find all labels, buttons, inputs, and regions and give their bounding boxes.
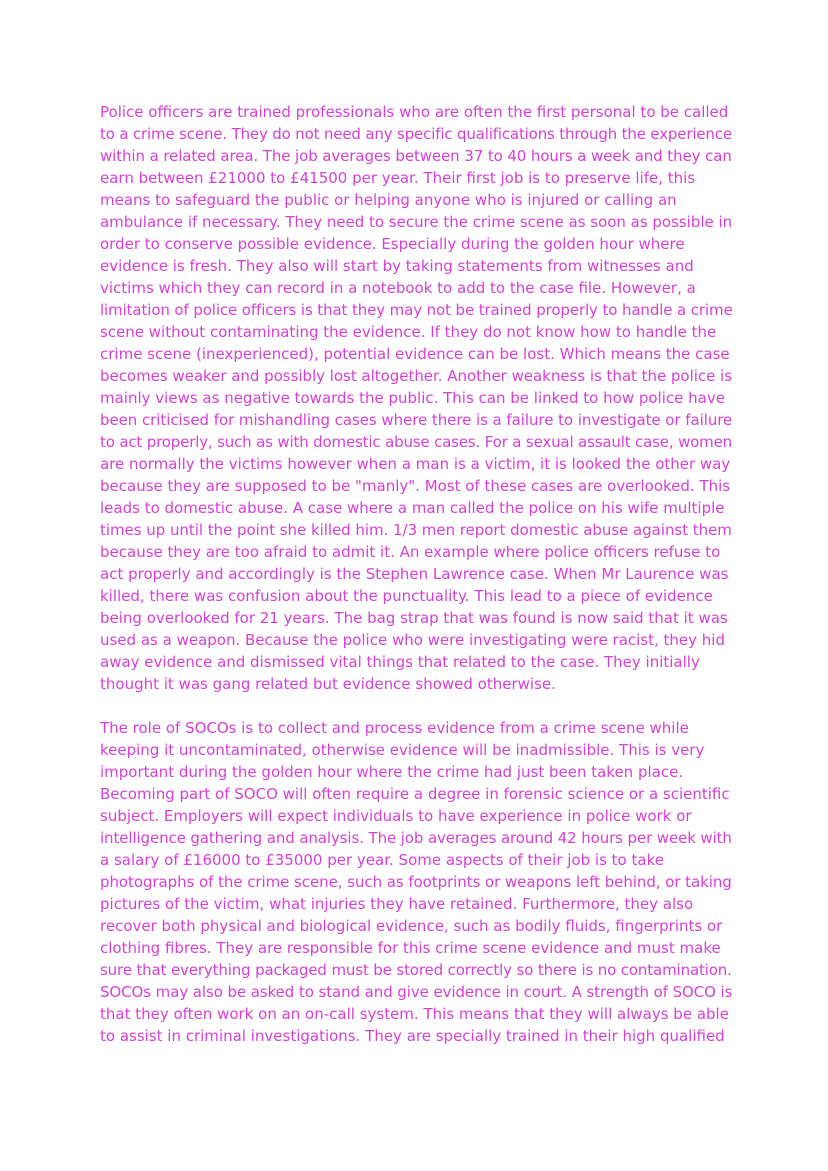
text-line: Police officers are trained professionals who are often the first personal to be called — [100, 103, 729, 121]
text-line: photographs of the crime scene, such as footprints or weapons left behind, or taking — [100, 873, 732, 891]
text-line: keeping it uncontaminated, otherwise evidence will be inadmissible. This is very — [100, 741, 705, 759]
document-body — [100, 101, 732, 1047]
text-line: limitation of police officers is that they may not be trained properly to handle a crime — [100, 301, 733, 319]
text-line: scene without contaminating the evidence. If they do not know how to handle the — [100, 323, 717, 341]
text-line: important during the golden hour where the crime had just been taken place. — [100, 763, 684, 781]
text-line: subject. Employers will expect individuals to have experience in police work or — [100, 807, 692, 825]
text-line: within a related area. The job averages between 37 to 40 hours a week and they can — [100, 147, 732, 165]
text-line: victims which they can record in a notebook to add to the case file. However, a — [100, 279, 696, 297]
text-line: to a crime scene. They do not need any specific qualifications through the experience — [100, 125, 732, 143]
text-line: used as a weapon. Because the police who were investigating were racist, they hid — [100, 631, 725, 649]
text-line: ambulance if necessary. They need to secure the crime scene as soon as possible in — [100, 213, 733, 231]
text-line: pictures of the victim, what injuries they have retained. Furthermore, they also — [100, 895, 694, 913]
text-line: intelligence gathering and analysis. The job averages around 42 hours per week with — [100, 829, 732, 847]
text-line: because they are supposed to be "manly". Most of these cases are overlooked. This — [100, 477, 731, 495]
text-line: sure that everything packaged must be stored correctly so there is no contamination. — [100, 961, 732, 979]
text-line: killed, there was confusion about the punctuality. This lead to a piece of evidence — [100, 587, 713, 605]
text-line: a salary of £16000 to £35000 per year. Some aspects of their job is to take — [100, 851, 664, 869]
text-line: to act properly, such as with domestic abuse cases. For a sexual assault case, women — [100, 433, 733, 451]
paragraph-1 — [100, 101, 732, 695]
text-line: means to safeguard the public or helping anyone who is injured or calling an — [100, 191, 677, 209]
text-line: SOCOs may also be asked to stand and give evidence in court. A strength of SOCO is — [100, 983, 733, 1001]
text-line: recover both physical and biological evidence, such as bodily fluids, fingerprints or — [100, 917, 723, 935]
text-line: are normally the victims however when a man is a victim, it is looked the other way — [100, 455, 731, 473]
text-line: act properly and accordingly is the Stephen Lawrence case. When Mr Laurence was — [100, 565, 729, 583]
text-line: clothing fibres. They are responsible for this crime scene evidence and must make — [100, 939, 721, 957]
paragraph-2 — [100, 717, 732, 1047]
text-line: order to conserve possible evidence. Especially during the golden hour where — [100, 235, 685, 253]
text-line: becomes weaker and possibly lost altogether. Another weakness is that the police is — [100, 367, 732, 385]
text-line: leads to domestic abuse. A case where a man called the police on his wife multiple — [100, 499, 725, 517]
text-line: Becoming part of SOCO will often require a degree in forensic science or a scientific — [100, 785, 730, 803]
text-line: evidence is fresh. They also will start by taking statements from witnesses and — [100, 257, 694, 275]
text-line: been criticised for mishandling cases where there is a failure to investigate or failure — [100, 411, 733, 429]
text-line: crime scene (inexperienced), potential evidence can be lost. Which means the case — [100, 345, 730, 363]
text-line: that they often work on an on-call system. This means that they will always be able — [100, 1005, 729, 1023]
text-line: away evidence and dismissed vital things that related to the case. They initially — [100, 653, 700, 671]
text-line: times up until the point she killed him. 1/3 men report domestic abuse against them — [100, 521, 732, 539]
paragraph-spacing — [100, 695, 732, 717]
text-line: mainly views as negative towards the public. This can be linked to how police have — [100, 389, 725, 407]
text-line: to assist in criminal investigations. They are specially trained in their high qualified — [100, 1027, 725, 1045]
text-line: thought it was gang related but evidence showed otherwise. — [100, 675, 556, 693]
text-line: because they are too afraid to admit it. An example where police officers refuse to — [100, 543, 721, 561]
text-line: earn between £21000 to £41500 per year. Their first job is to preserve life, this — [100, 169, 696, 187]
text-line: The role of SOCOs is to collect and process evidence from a crime scene while — [100, 719, 689, 737]
text-line: being overlooked for 21 years. The bag strap that was found is now said that it was — [100, 609, 728, 627]
